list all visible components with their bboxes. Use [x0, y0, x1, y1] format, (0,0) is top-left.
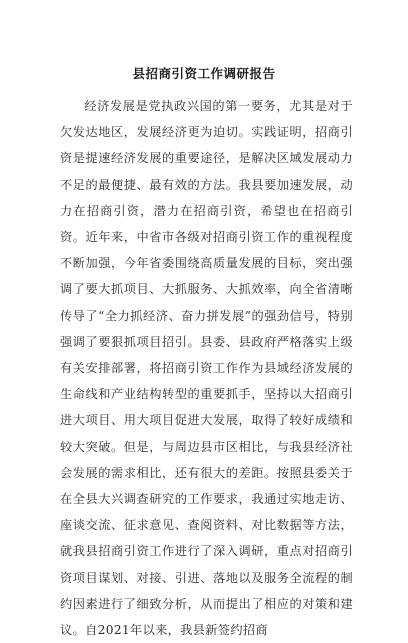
body-paragraph: 经济发展是党执政兴国的第一要务，尤其是对于欠发达地区，发展经济更为迫切。实践证明，招商引资是提速经济发展的重要途径，是解决区域发展动力不足的最便捷、最有效的方法。我县要加速发展，动力在招商引资，潜力在招商引资，希望也在招商引资。近年来，中省市各级对招商引资工作的重视程度不断加强，今年省委围绕高质量发展的目标，突出强调了要大抓项目、大抓服务、大抓效率，向全省清晰传导了“全力抓经济、奋力拼发展”的强劲信号，特别强调了要狠抓项目招引。县委、县政府严格落实上级有关安排部署，将招商引资工作作为县域经济发展的生命线和产业结构转型的重要抓手，坚持以大招商引进大项目、用大项目促进大发展，取得了较好成绩和较大突破。但是，与周边县市区相比，与我县经济社会发展的需求相比，还有很大的差距。按照县委关于在全县大兴调查研究的工作要求，我通过实地走访、座谈交流、征求意见、查阅资料、对比数据等方法，就我县招商引资工作进行了深入调研，重点对招商引资项目谋划、对接、引进、落地以及服务全流程的制约因素进行了细致分析，从而提出了相应的对策和建议。自2021年以来，我县新签约招商	[60, 99, 353, 638]
document-title: 县招商引资工作调研报告	[132, 66, 276, 81]
